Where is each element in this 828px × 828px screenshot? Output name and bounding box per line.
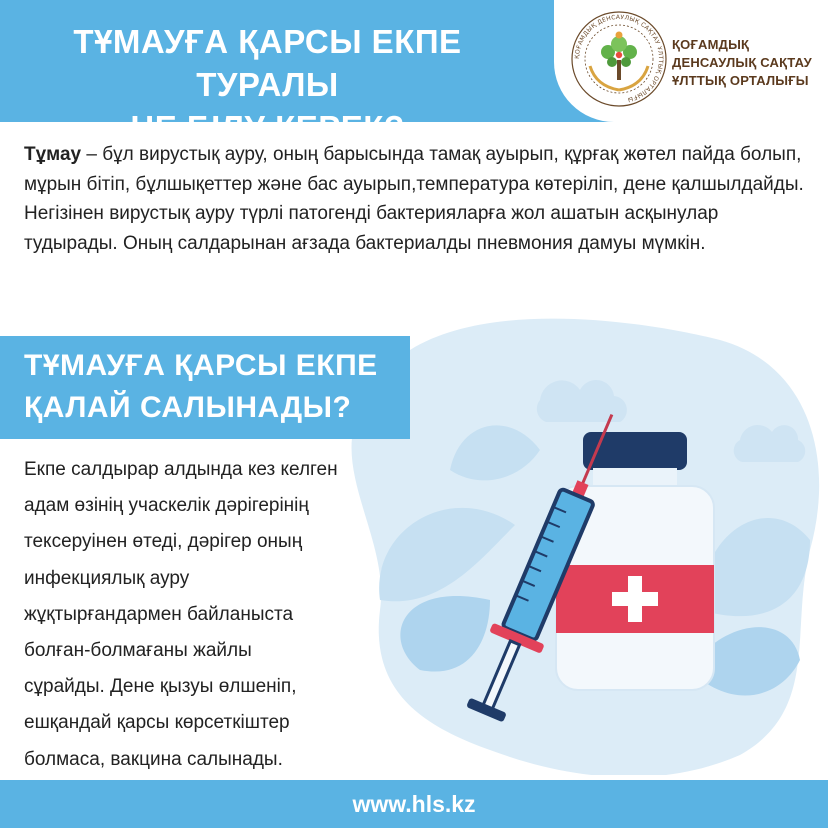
flu-term: Тұмау xyxy=(24,144,82,165)
vial-cap xyxy=(583,432,687,470)
vaccine-illustration xyxy=(340,310,828,775)
organization-name-line-2: ДЕНСАУЛЫҚ САҚТАУ xyxy=(672,55,812,70)
section-title xyxy=(24,345,404,429)
vaccination-procedure-paragraph: Екпе салдырар алдында кез келген адам өзінің учаскелік дәрігерінің тексеруінен өтеді, дәрігер оның инфекциялық ауру жұқтырғандармен байланыста болған-болмағаны жайлы сұрайды. Дене қызуы өлшеніп, ешқандай қарсы көрсеткіштер болмаса, вакцина салынады. xyxy=(24,459,338,770)
page-title-line-1: ТҰМАУҒА ҚАРСЫ ЕКПЕ ТУРАЛЫ xyxy=(73,23,462,103)
logo-panel xyxy=(554,0,828,122)
page-title-line-2: НЕ БІЛУ КЕРЕК? xyxy=(130,109,405,146)
organization-name-line-1: ҚОҒАМДЫҚ xyxy=(672,37,750,52)
page-title xyxy=(0,20,535,149)
flu-definition-text: – бұл вирустық ауру, оның барысында тамақ ауырып, құрғақ жөтел пайда болып, мұрын бітіп, бұлшықеттер және бас ауырып,температура көтеріліп, дене қалшылдайды. Негізінен вирустық ауру түрлі патогенді бактерияларға жол ашатын асқынулар тудырады. Оның салдарынан ағзада бактериалды пневмония дамуы мүмкін. xyxy=(24,144,804,254)
section-title-line-1: ТҰМАУҒА ҚАРСЫ ЕКПЕ xyxy=(24,349,378,382)
website-link[interactable]: www.hls.kz xyxy=(352,791,476,817)
flu-definition-paragraph xyxy=(24,140,814,258)
vial-neck xyxy=(593,468,677,486)
organization-name xyxy=(672,36,824,90)
logo-ring-text: ҚОҒАМДЫҚ ДЕНСАУЛЫҚ САҚТАУ ҰЛТТЫҚ ОРТАЛЫҒЫ xyxy=(573,13,665,104)
organization-emblem-icon xyxy=(568,8,670,110)
organization-name-line-3: ҰЛТТЫҚ ОРТАЛЫҒЫ xyxy=(672,73,809,88)
section-title-line-2: ҚАЛАЙ САЛЫНАДЫ? xyxy=(24,391,352,424)
